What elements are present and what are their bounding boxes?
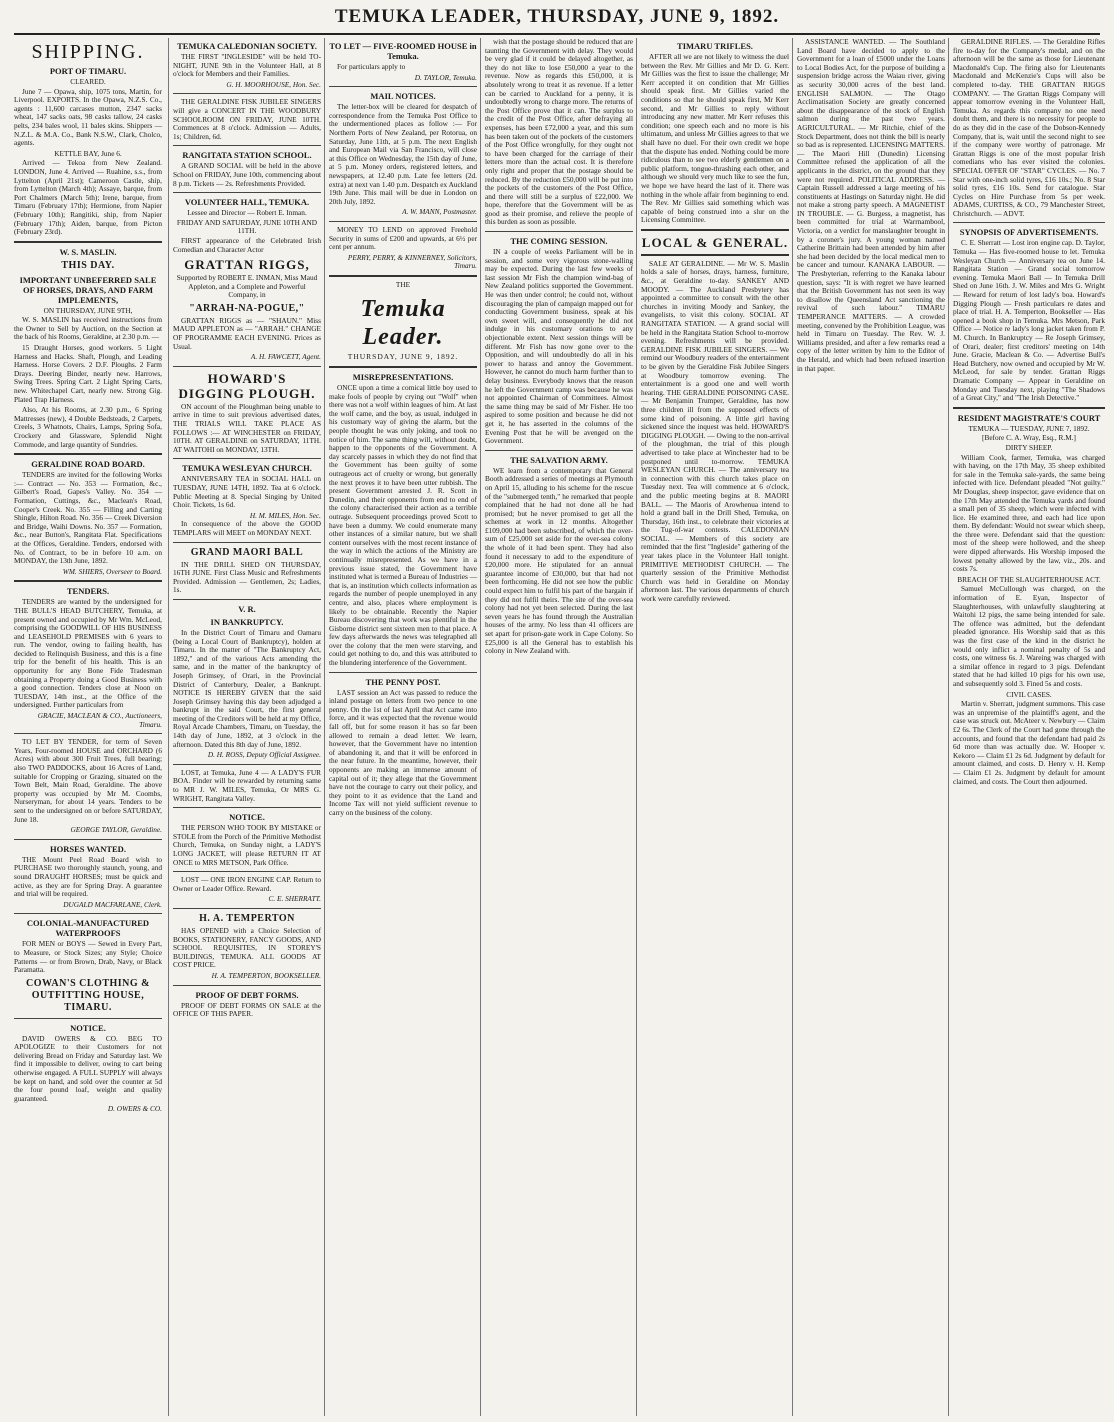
- column-1: [14, 38, 166, 1416]
- synopsis-text: C. E. Sherratt — Lost iron engine cap. D. Taylor, Temuka — Has five-roomed house to let. Temuka Wesleyan Church — Anniversary tea on June 14. Rangitata Station — Grand social tomorrow evening. Temuka Maori Ball — In Temuka Drill Shed on June 16th. J. W. Miles and Mrs G. Wright — Reward for return of lost lady's boa. Howard's Digging Plough — Fresh particulars re dates and place of trial. H. A. Temperton, Bookseller — Has opened a book shop in Temuka. Mrs Metson, Park Office — Notice re lady's long jacket taken from P. M. Church. In Bankruptcy — Re Joseph Grimsey, of Orari, dealer; first creditors' meeting on 14th June. Gracie, Maclean & Co. — Advertise Bull's Head Butchery, now owned and occupied by Mr W. McLeod, for sale by tender. Grattan Riggs Dramatic Company — Appear in Geraldine on Monday and Tuesday next, playing "The Shadows of a Great City," and "The Irish Detective.": [953, 238, 1105, 403]
- maori-ball-heading: GRAND MAORI BALL: [190, 546, 304, 558]
- divider: [329, 275, 477, 277]
- sale-also: Also, At his Rooms, at 2.30 p.m., 6 Spring Mattresses (new), 4 Double Bedsteads, 2 Carpets, Creels, 3 Whatnots, Chairs, Lamps, Spring Sofa, Crockery and Glassware, Splendid Night Commode, and large quantity of Sundries.: [14, 405, 162, 449]
- salvation-army-text: WE learn from a contemporary that General Booth addressed a series of meetings at Plymouth on April 15, alluding to his scheme for the rescue of the "submerged tenth," he remarked that people complained that he had not done all he had promised; but he never promised to get all the schemes at work in 12 months. Altogether £109,000 had been subscribed, of which the over-sum of £25,000 set aside for the over-sea colony the whole of it had been spent. They had also found it necessary to add to the expenditure of £20,000 more. He stipulated for an annual guarantee income of £30,000, but that had not been forthcoming. He did not see how the public could expect him to fulfil his part of the bargain if they did not fulfil theirs. The site of the over-sea colony had not yet been selected. During the last seven years he has found through the Australian houses of the army. No less than 41 officers are set apart for prison-gate work in Cape Colony. So £25,000 is all the General has to establish his colony in New Zealand with.: [485, 465, 633, 656]
- port-heading: PORT OF TIMARU.: [49, 66, 127, 76]
- lost-boa-text: LOST, at Temuka, June 4 — A LADY'S FUR BOA. Finder will be rewarded by returning same to MR J. W. MILES, Temuka, Or MRS G. WRIGHT, Rangitata Valley.: [173, 767, 321, 803]
- volunteer-hall-heading: VOLUNTEER HALL, TEMUKA.: [184, 197, 310, 208]
- salvation-army-heading: THE SALVATION ARMY.: [510, 454, 608, 465]
- divider: [173, 366, 321, 367]
- divider: [173, 145, 321, 146]
- wesleyan-text: ANNIVERSARY TEA in SOCIAL HALL on TUESDAY, JUNE 14TH, 1892. Tea at 6 o'clock. Public Meeting at 8. Special Singing by United Choir. Tickets, 1s 6d.: [173, 474, 321, 510]
- column-4: [480, 38, 637, 1416]
- good-templars-note: In consequence of the above the GOOD TEMPLARS will MEET on MONDAY NEXT.: [173, 519, 321, 537]
- horses-wanted-text: THE Mount Peel Road Board wish to PURCHASE two thoroughly staunch, young, and sound DRAUGHT HORSES; must be quick and active, as they are for Spring Dray. A guarantee and trial will be required.: [14, 854, 162, 899]
- mail-notices-signature: A. W. MANN, Postmaster.: [402, 207, 477, 217]
- kettle-heading: KETTLE BAY, June 6.: [54, 148, 122, 158]
- column-5: [636, 38, 793, 1416]
- rm-court-text: William Cook, farmer, Temuka, was charged with having, on the 17th May, 35 sheep exhibited for sale in the Temuka sale-yards, the same being infected with lice. Defendant pleaded "Not guilty." Mr Douglas, sheep inspector, gave evidence that on the 17th May attended the Temuka yards and found a small pen of 35 sheep, which were infected with lice. He examined three, and each had lice upon them. By defendant: Would not swear which sheep, the three were. Defendant said that the question: most of the sheep were hollowed, and the sheep were dipped afterwards. His Worship imposed the lowest penalty allowed by the law, viz., 20s. and costs 7s.: [953, 452, 1105, 574]
- volunteer-hall-signature: A. H. FAWCETT, Agent.: [250, 352, 321, 362]
- mail-notices-text: The letter-box will be cleared for despatch of correspondence from the Temuka Post Office to the undermentioned places as follow :— For Northern Ports of New Zealand, per Rotorua, on Saturday, June 11th, at 5 p.m. The next English and European Mail via San Francisco, will close at this Office on Wednesday, the 15th day of June, at 5 p.m. Money orders, registered letters, and newspapers, at 12.40 p.m. Late fee letters (2d. extra) at next van 1.40 p.m. Despatch ex Auckland 19th June. This mail will be due in London on 20th July, 1892.: [329, 102, 477, 206]
- this-day-heading: THIS DAY.: [61, 259, 115, 271]
- rm-court-date: TEMUKA — TUESDAY, JUNE 7, 1892.: [968, 423, 1090, 433]
- rangitata-text: A GRAND SOCIAL will be held in the above School on FRIDAY, June 10th, commencing about 8 p.m. Tickets — 2s. Refreshments Provided.: [173, 161, 321, 188]
- divider: [14, 241, 162, 243]
- penny-post-text: LAST session an Act was passed to reduce the inland postage on letters from two pence to one penny. On the 1st of last April that Act came into force, and it was expected that the revenue would fall off, but for some reason it has so far been allowed to remain a dead letter. We learn, however, that the Government have no intention of abandoning it, and that it will be enforced in the near future. In the meantime, however, their opponents are making an immense amount of capital out of it; they allege that the Government have not the courage to carry out their policy, and they point to it as evidence that the Land and Income Tax will not yield sufficient revenue to carry on the business of the colony.: [329, 687, 477, 817]
- misrepresentations-heading: MISREPRESENTATIONS.: [352, 372, 454, 383]
- supported-by: Supported by ROBERT E. INMAN, Miss Maud Appleton, and a Complete and Powerful Company, in: [176, 273, 318, 300]
- maori-ball-text: IN THE DRILL SHED ON THURSDAY, 16TH JUNE. First Class Music and Refreshments Provided. Admission — Gentlemen, 2s; Ladies, 1s.: [173, 559, 321, 595]
- bread-notice-text: DAVID OWERS & CO. BEG TO APOLOGIZE to their Customers for not delivering Bread on Friday and Saturday last. We find it impossible to deliver, owing to cart being otherwise engaged. A FULL SUPPLY will always be kept on hand, and sold over the counter at 5d the four pound loaf, weight and quality guaranteed.: [14, 1033, 162, 1103]
- divider: [641, 254, 789, 256]
- divider: [14, 733, 162, 734]
- cleared-label: CLEARED.: [70, 77, 106, 86]
- volunteer-hall-text: FIRST appearance of the Celebrated Irish Comedian and Character Actor: [173, 235, 321, 254]
- caledonian-signature: G. H. MOORHOUSE, Hon. Sec.: [226, 79, 321, 89]
- cowans-heading: COWAN'S CLOTHING & OUTFITTING HOUSE, TIMARU.: [25, 977, 150, 1013]
- sale-date: ON THURSDAY, JUNE 9TH,: [43, 305, 133, 315]
- tenders-heading: TENDERS.: [66, 586, 110, 597]
- road-board-text: TENDERS are invited for the following Works :— Contract — No. 353 — Formation, &c., Gilbert's Road, Gapes's Valley. No. 354 — Formation, Cuttings, &c., Maclean's Road, Cooper's Creek. No. 355 — Filling and Carting Shingle, Hilton Road. No. 356 — Creek Diversion and Bridge, Waihi Downs. No. 357 — Formation, &c., near Button's, Rangitata Flat. Specifications at the Offices, Geraldine. Tenders, endorsed with No. of Contract, to be in before 10 a.m. on MONDAY, the 13th June, 1892.: [14, 470, 162, 566]
- proof-forms-heading: PROOF OF DEBT FORMS.: [195, 989, 299, 1000]
- bankruptcy-heading: IN BANKRUPTCY.: [210, 616, 284, 627]
- lost-engine-cap-signature: C. E. SHERRATT.: [268, 894, 321, 904]
- column-7: [948, 38, 1105, 1416]
- bankruptcy-text: In the District Court of Timaru and Oamaru (being a Local Court of Bankruptcy), holden at Timaru. In the matter of "The Bankruptcy Act, 1892," and of the various Acts amending the same, and in the matter of the bankruptcy of Joseph Grimsey, of Orari, in the Provincial District of Canterbury, Dealer, a Bankrupt. NOTICE IS HEREBY GIVEN that the said Joseph Grimsey having this day been adjudged a bankrupt in the said Court, the first general meeting of the Creditors will be held at my Office, Royal Arcade Chambers, Timaru, on Tuesday, the 14th day of June, 1892, at 3 o'clock in the afternoon. Dated this 8th day of June, 1892.: [173, 627, 321, 749]
- proof-forms-text: PROOF OF DEBT FORMS ON SALE at the OFFICE OF THIS PAPER.: [173, 1000, 321, 1019]
- divider: [14, 453, 162, 455]
- waterproofs-heading: COLONIAL-MANUFACTURED WATERPROOFS: [26, 918, 150, 939]
- to-let-heading: TO LET — FIVE-ROOMED HOUSE in Temuka.: [329, 41, 477, 61]
- divider: [329, 366, 477, 368]
- divider: [173, 807, 321, 808]
- volunteer-hall-cast: GRATTAN RIGGS as — "SHAUN." Miss MAUD APPLETON as — "ARRAH." CHANGE OF PROGRAMME EACH EVENING. Prices as Usual.: [173, 315, 321, 351]
- kettle-text: Arrived — Tekoa from New Zealand. LONDON, June 4. Arrived — Ruahine, s.s., from Lyttelton (April 21st); Cameroon Castle, ship, from Lyttelton (March 4th); Assaye, barque, from Port Chalmers (March 5th); Irene, barque, from Timaru (February 17th); Hermione, from Napier (February 10th); Rangitiki, ship, from Napier (February 17th); Aiden, barque, from Picton (February 23rd).: [14, 158, 162, 237]
- penny-post-continued: wish that the postage should be reduced that are taunting the Government with delay. They would be very glad if it could be delayed altogether, as they do not like to lose £50,000 a year to the revenue. Now as regards this £50,000, it is absolutely wrong to treat it as revenue. If a letter can be carried to Auckland for a penny, it is undoubtedly wrong to charge more. The returns of the Post Office prove that it can. The surplus to the credit of the Post Office, after defraying all expenses, has been £72,000 a year, and this sum has been taken out of the pockets of the customers of the Post Office wrongfully, for they ought not to have been charged for the carriage of their letters more than the actual cost. It is therefore only right and proper that the postage should be reduced. By the reduction £50,000 will be put into the pockets of the customers of the Post Office, and there will still be a surplus of £22,000. We hope, therefore that the Government will be as good as their promise, and relieve the people of this burden as soon as possible.: [485, 38, 633, 227]
- rm-court-before: [Before C. A. Wray, Esq., R.M.]: [982, 433, 1076, 443]
- bread-notice-heading: NOTICE.: [70, 1022, 106, 1033]
- divider: [173, 93, 321, 94]
- howard-plough-heading: HOWARD'S DIGGING PLOUGH.: [178, 370, 316, 401]
- divider: [173, 192, 321, 193]
- paper-title: Temuka Leader.: [360, 296, 446, 351]
- divider: [173, 542, 321, 543]
- divider: [14, 580, 162, 582]
- divider: [329, 221, 477, 222]
- divider: [14, 839, 162, 840]
- temperton-signature: H. A. TEMPERTON, BOOKSELLER.: [211, 970, 321, 980]
- tenders-text: TENDERS are wanted by the undersigned for THE BULL'S HEAD BUTCHERY, Temuka, at present owned and occupied by Mr Wm. McLeod, comprising the GOODWILL OF HIS BUSINESS and LEASEHOLD PREMISES with 6 years to run. The vendor, owing to failing health, has decided to Relinquish Business, and this is a fine trip for the benefit of his health. This is an opportunity for any Bone Fide Tradesman obtaining a Property doing a Good Business with a good connection. Tenders close at Noon on TUESDAY, 14th inst., at the Office of the undersigned. Further particulars from: [14, 597, 162, 710]
- money-to-lend-signature: PERRY, PERRY, & KINNERNEY, Solicitors, Timaru.: [347, 252, 477, 271]
- local-general-heading: LOCAL & GENERAL.: [641, 234, 789, 250]
- column-3: [324, 38, 481, 1416]
- sale-heading: IMPORTANT UNBEFERRED SALE OF HORSES, DRAYS, AND FARM IMPLEMENTS,: [19, 274, 157, 305]
- divider: [14, 1018, 162, 1019]
- temperton-heading: H. A. TEMPERTON: [199, 912, 295, 924]
- arrah-na-pogue-heading: "ARRAH-NA-POGUE,": [189, 302, 305, 314]
- masthead: TEMUKA LEADER, THURSDAY, JUNE 9, 1892.: [334, 6, 780, 27]
- tenders-signature: GRACIE, MACLEAN & CO., Auctioneers, Timaru.: [37, 711, 162, 729]
- maslin-heading: W. S. MASLIN.: [59, 246, 117, 257]
- vr-heading: V. R.: [238, 603, 256, 614]
- slaughterhouse-text: Samuel McCullough was charged, on the information of E. Eyan, Inspector of Slaughterhouses, with unlawfully slaughtering at Waitohi 12 pigs, the same being intended for sale. The offence was admitted, but the defendant pleaded ignorance. His Worship said that as this was the first case of the kind in the district he would only inflict a nominal penalty of 5s and costs, one witness 6s. J. Wareing was charged with a similar offence in regard to 3 pigs. Defendant stated that he had killed 10 pigs for his own use, and subsequently sold 3. Fined 5s and costs.: [953, 584, 1105, 688]
- coming-session-heading: THE COMING SESSION.: [510, 236, 608, 247]
- civil-cases-text: Martin v. Sherratt, judgment summons. This case was an unpremise of the plaintiff's agent, and the case was struck out. McAteer v. Newbury — Claim £2 6s. The Clerk of the Court had gone through the accounts, and found that the defendant had paid 2s 6d more than was actually due. W. Hooper v. Kekoro — Claim £1 2s 6d. Judgment by default for amount claimed, and costs. D. Henry v. H. Kemp — Claim £1 2s. Judgment by default for amount claimed, and costs. The Court then adjourned.: [953, 699, 1105, 786]
- grattan-riggs-heading: GRATTAN RIGGS,: [184, 257, 310, 273]
- column-2: [168, 38, 325, 1416]
- horses-wanted-heading: HORSES WANTED.: [50, 843, 126, 854]
- shipping-heading: SHIPPING.: [31, 41, 145, 63]
- local-items-text: GERALDINE RIFLES. — The Geraldine Rifles fire to-day for the Company's medal, and on the afternoon will be the same as those for Lieutenant Macdonald's Cup. The firing also for Lieutenants Macdonald and McKenzie's Cups will also be completed to-day. THE GRATTAN RIGGS COMPANY. — The Grattan Riggs Company will appear tomorrow evening in the Volunteer Hall, Temuka. As regards this company no one need doubt them, and there is no necessity for people to do as they did in the case of the Dobson-Kennedy Company, that is, wait until the second night to see if the company were worthy of patronage. Mr Grattan Riggs is one of the most popular Irish comedians who has ever visited the colonies. SPECIAL OFFER OF "STAR" CYCLES. — No. 7 Star with one-inch solid tyres, £16 10s.; No. 8 Star solid tyres, £16 10s. Send for catalogue. Star Cycles on Hire Purchase from 5s per week. ADAMS, CURTISS, & CO., 79 Manchester Street, Christchurch. — ADVT.: [953, 38, 1105, 218]
- bread-notice-signature: D. OWERS & CO.: [107, 1104, 162, 1114]
- caledonian-heading: TEMUKA CALEDONIAN SOCIETY.: [177, 41, 317, 51]
- misrepresentations-text: ONCE upon a time a comical little boy used to make fools of people by crying out "Wolf" when there was not a wolf within leagues of him. At last the wolf came, and the boy, as usual, indulged in his customary way of giving the alarm, but the people thought he was only joking, and took no notice of him. The same thing will, without doubt, happen to the opponents of the Government. A day scarcely passes in which they do not find that the Government has been guilty of some outrageous act of cruelty or wrong, but generally the next proves it to have been utter rubbish. The present Government arrested J. R. Scott in Dunedin, and their opponents from end to end of the colony characterised their action as a terrible outrage. Subsequent proceedings proved Scott to have been a dummy. We could enumerate many other instances of a similar nature, but we shall content ourselves with the most recent instance of the way in which the actions of the Ministry are continually misrepresented. As we have in a previous issue stated, the Government have instituted what is termed a Bureau of Industries — that is, an institution which collects information as regards the number of people unemployed in any centre, and also, places where employment is likely to be obtainable. Recently the Napier Bureau discovering that work was plentiful in the Gisborne district sent sixteen men to that place. A few days afterwards the news was telegraphed all over the colony that the men were starving, and could get nothing to do, and this was attributed to the blundering interference of the Government.: [329, 383, 477, 668]
- column-6: [792, 38, 949, 1416]
- divider: [329, 86, 477, 87]
- divider: [641, 229, 789, 231]
- coming-session-text: IN a couple of weeks Parliament will be in session, and some very vigorous stone-walling may be expected. During the last few weeks of last session Mr Fish the champion wind-bag of New Zealand politics supported the Government. He was then under control; he could not, without discouraging the plan of campaign mapped out for conducting Government business, speak at his own sweet will, and consequently he did not indulge in his customary orations to any objectionable extent. Next session things will be different. Mr Fish has now gone over to the Opposition, and will undoubtedly do all in his power to harass and annoy the Government. However, he cannot do much harm further than to delay business. Everybody knows that the reason he left the Government camp was because he was not appointed Chairman of Committees. Almost the same thing may be said of Mr Fisher. He too aspired to some position and because he did not get it, he has asserted in the columns of the Evening Post that he will be avenged on the Government.: [485, 247, 633, 446]
- divider: [953, 407, 1105, 409]
- dirty-sheep-heading: DIRTY SHEEP.: [1005, 442, 1053, 452]
- masthead-rule: [14, 33, 1100, 35]
- to-let-text: For particulars apply to: [337, 62, 406, 71]
- road-board-signature: WM. SHIERS, Overseer to Board.: [62, 566, 162, 576]
- wesleyan-signature: H. M. MILES, Hon. Sec.: [249, 510, 321, 520]
- divider: [173, 908, 321, 909]
- timaru-trifles-heading: TIMARU TRIFLES.: [677, 41, 753, 51]
- sale-items: 15 Draught Horses, good workers. 5 Light Harness and Hacks. Shaft, Plough, and Leading Harness. Horse Covers. 2 D.F. Ploughs. 2 Farm Drays. Deering Binder, nearly new. Harrows, Swing Trees. Spring Cart. 2 Light Spring Carts, new. Whitechapel Cart, nearly new. Strong Gig. Plated Trap Harness.: [14, 343, 162, 404]
- road-board-heading: GERALDINE ROAD BOARD.: [31, 459, 145, 470]
- to-let-signature: D. TAYLOR, Temuka.: [414, 72, 477, 82]
- divider: [953, 222, 1105, 223]
- divider: [173, 599, 321, 600]
- to-let-tender-signature: GEORGE TAYLOR, Geraldine.: [70, 825, 162, 835]
- rangitata-heading: RANGITATA STATION SCHOOL.: [182, 150, 312, 161]
- howard-plough-text: ON account of the Ploughman being unable to arrive in time to suit previous advertised dates, THE TRIALS WILL TAKE PLACE AS FOLLOWS :— AT WINCHESTER on FRIDAY, 10TH. AT GERALDINE on SATURDAY, 11TH. AT WAITOHI on MONDAY, 13TH.: [173, 401, 321, 454]
- news-items-text: ASSISTANCE WANTED. — The Southland Land Board have decided to apply to the Government for a loan of £5000 under the Loans to Local Bodies Act, for the purpose of building a suspension bridge across the Waiau river, giving as security 30,000 acres of the best land. ENGLISH SALMON. — The Otago Acclimatisation Society are greatly concerned about the disappearance of the stock of English salmon during the past two years. AGRICULTURAL. — Mr Ritchie, chief of the Stock Department, does not think the bill is nearly so bad as is represented. LICENSING MATTERS. — The Maori Hill (Dunedin) Licensing Committee refused the application of all the applicants in the district, on the ground that they were not required. POLITICAL ADDRESS. — Captain Russell addressed a large meeting of his constituents at Hastings on Saturday night. He did not make a strong party speech. A MAGNETIST IN TROUBLE. — G. Burgess, a magnetist, has been committed for trial at Warrnambool, Victoria, on a verdict for manslaughter brought in by a coroner's jury. A young woman named Catherine Brittain had been attended by him after she had been decided by the local medical men to be cancer and tumour. KANAKA LABOUR. — The Presbyterian, referring to the Kanaka labour question, says: "It is with regret we have learned that the British Government has not seen its way to disallow the Queensland Act sanctioning the revival of such labour." TIMARU TEMPERANCE MATTERS. — A crowded meeting, convened by the Prohibition League, was held in Timaru on Tuesday. The Rev. W. J. Williams presided, and after a few remarks read a copy of the letter written by him to the Editor of the Herald, and which had been refused insertion in that paper.: [797, 38, 945, 373]
- rm-court-heading: RESIDENT MAGISTRATE'S COURT: [957, 412, 1101, 423]
- mail-notices-heading: MAIL NOTICES.: [370, 91, 436, 102]
- divider: [173, 764, 321, 765]
- money-to-lend-text: MONEY TO LEND on approved Freehold Security in sums of £200 and upwards, at 6½ per cent per annum.: [329, 224, 477, 252]
- divider: [173, 458, 321, 459]
- divider: [14, 913, 162, 914]
- temperton-text: HAS OPENED with a Choice Selection of BOOKS, STATIONERY, FANCY GOODS, AND SCHOOL REQUISITES, IN STOREY'S BUILDINGS, TEMUKA. ALL GOODS AT COST PRICE.: [173, 925, 321, 970]
- jacket-notice-text: THE PERSON WHO TOOK BY MISTAKE or STOLE from the Porch of the Primitive Methodist Church, Temuka, on Sunday night, a LADY'S LONG JACKET, will please RETURN IT AT ONCE to MRS METSON, Park Office.: [173, 823, 321, 867]
- volunteer-hall-lessee: Lessee and Director — Robert E. Inman.: [187, 208, 307, 218]
- volunteer-hall-dates: FRIDAY AND SATURDAY, JUNE 10TH AND 11TH.: [176, 217, 318, 236]
- divider: [485, 231, 633, 232]
- shipping-text: June 7 — Opawa, ship, 1075 tons, Martin, for Liverpool. EXPORTS. In the Opawa, N.Z.S. Co., agents : 11,600 carcases mutton, 2347 sacks wheat, 147 sacks oats, 98 casks tallow, 24 casks pelts, 234 bales wool, 11 bales skins. Shippers — N.Z.L. & M.A. Co., Bank N.S.W., Clark, Cholco, agents.: [14, 86, 162, 148]
- caledonian-text: THE FIRST "INGLESIDE" will be held TO-NIGHT, JUNE 9th in the Volunteer Hall, at 8 o'clock for Members and their Families.: [173, 52, 321, 79]
- penny-post-heading: THE PENNY POST.: [365, 676, 441, 687]
- waterproofs-text: FOR MEN or BOYS — Sewed in Every Part, to Measure, or Stock Sizes; any Style; Choice Patterns — or from Brown, Drab, Navy, or Black Paramatta.: [14, 939, 162, 975]
- civil-cases-heading: CIVIL CASES.: [1006, 689, 1052, 699]
- divider: [173, 871, 321, 872]
- divider: [173, 985, 321, 986]
- jacket-notice-heading: NOTICE.: [229, 812, 265, 823]
- local-general-text: SALE AT GERALDINE. — Mr W. S. Maslin holds a sale of horses, drays, harness, furniture, &c., at Geraldine to-day. SANKEY AND MOODY. — The Auckland Presbytery has appointed a committee to consult with the other churches in inviting Moody and Sankey, the evangelists, to visit this colony. SOCIAL AT RANGITATA STATION. — A grand social will be held in the Rangitata Station School to-morrow evening. Refreshments will be provided. GERALDINE FISK JUBILEE SINGERS. — We remind our Woodbury readers of the entertainment to be given by the Geraldine Fisk Jubilee Singers at Woodbury tomorrow evening. The entertainment is a good one and well worth hearing. THE GERALDINE POISONING CASE. — Mr Benjamin Trumper, Geraldine, has now three children ill from the supposed effects of some kind of poisoning. A little girl having sickened since the inquest was held. HOWARD'S DIGGING PLOUGH. — Owing to the non-arrival of the ploughman, the trial of this plough advertised to take place at Winchester had to be postponed until to-morrow. TEMUKA WESLEYAN CHURCH. — The anniversary tea in connection with this church takes place on Tuesday next. Tea will commence at 6 o'clock, and the public meeting begins at 8. MAORI BALL. — The Maoris of Arowhenua intend to hold a grand ball in the Drill Shed, Temuka, on Thursday, 16th inst., to celebrate their victories at the Tug-of-war contests. CALEDONIAN SOCIAL. — Members of this society are reminded that the first "Ingleside" gathering of the year takes place in the Volunteer Hall tonight. PRIMITIVE METHODIST CHURCH. — The quarterly session of the Primitive Methodist Church was held in Geraldine on Monday afternoon last. The various departments of church work were carefully reviewed.: [641, 258, 790, 604]
- sale-text: W. S. MASLIN has received instructions from the Owner to Sell by Auction, on the Section at the back of his Rooms, Geraldine, at 2.30 p.m. —: [14, 315, 162, 342]
- divider: [329, 672, 477, 673]
- timaru-trifles-text: AFTER all we are not likely to witness the duel between the Rev. Mr Gillies and Mr D. G. Kerr. Mr Gillies was the first to issue the challenge; Mr Kerr accepted it on condition that Mr Gillies should speak first. Mr Gillies varied the conditions so that he should speak first, Mr Kerr second, and Mr Gillies to reply without introducing any new matter. Mr Kerr refuses this condition; one speech each and no more is his ultimatum, and unless Mr Gillies agrees to that we shall have no duel. For their own credit we hope that the dispute has ended. Nothing could be more ridiculous than to see two elderly gentlemen on a public platform, tongue-thrashing each other, and although we should very much like to see the fun, we hope we have heard the last of it. There was nothing in the whole affair from beginning to end. The Rev. Mr Gillies said something which was capable of being construed into a slur on the Licensing Committee.: [641, 52, 789, 225]
- synopsis-heading: SYNOPSIS OF ADVERTISEMENTS.: [959, 227, 1099, 238]
- slaughterhouse-heading: BREACH OF THE SLAUGHTERHOUSE ACT.: [957, 574, 1101, 584]
- paper-dateline: THURSDAY, JUNE 9, 1892.: [347, 352, 459, 362]
- to-let-tender-text: TO LET BY TENDER, for term of Seven Years, Four-roomed HOUSE and ORCHARD (6 Acres) with about 300 Fruit Trees, full bearing; also TWO PADDOCKS, about 16 Acres of Land, suitable for Cropping or Grazing, situated on the Town Belt, Main Road, Geraldine. The above property was occupied by Mr M. Coombs, Nurseryman, for about 14 years. Tenders to be sent to the undersigned on or before SATURDAY, June 18.: [14, 737, 162, 824]
- bankruptcy-signature: D. H. ROSS, Deputy Official Assignee.: [207, 750, 321, 760]
- divider: [485, 450, 633, 451]
- paper-the: THE: [395, 279, 411, 289]
- horses-wanted-signature: DUGALD MACFARLANE, Clerk.: [63, 899, 162, 909]
- lost-engine-cap-text: LOST — ONE IRON ENGINE CAP. Return to Owner or Leader Office. Reward.: [173, 875, 321, 893]
- wesleyan-heading: TEMUKA WESLEYAN CHURCH.: [182, 463, 312, 474]
- fisk-singers-text: THE GERALDINE FISK JUBILEE SINGERS will give a CONCERT IN THE WOODBURY SCHOOLROOM ON FRIDAY, JUNE 10TH. Commences at 8 o'clock. Admission — Adults, 1s; Children, 6d.: [173, 97, 321, 141]
